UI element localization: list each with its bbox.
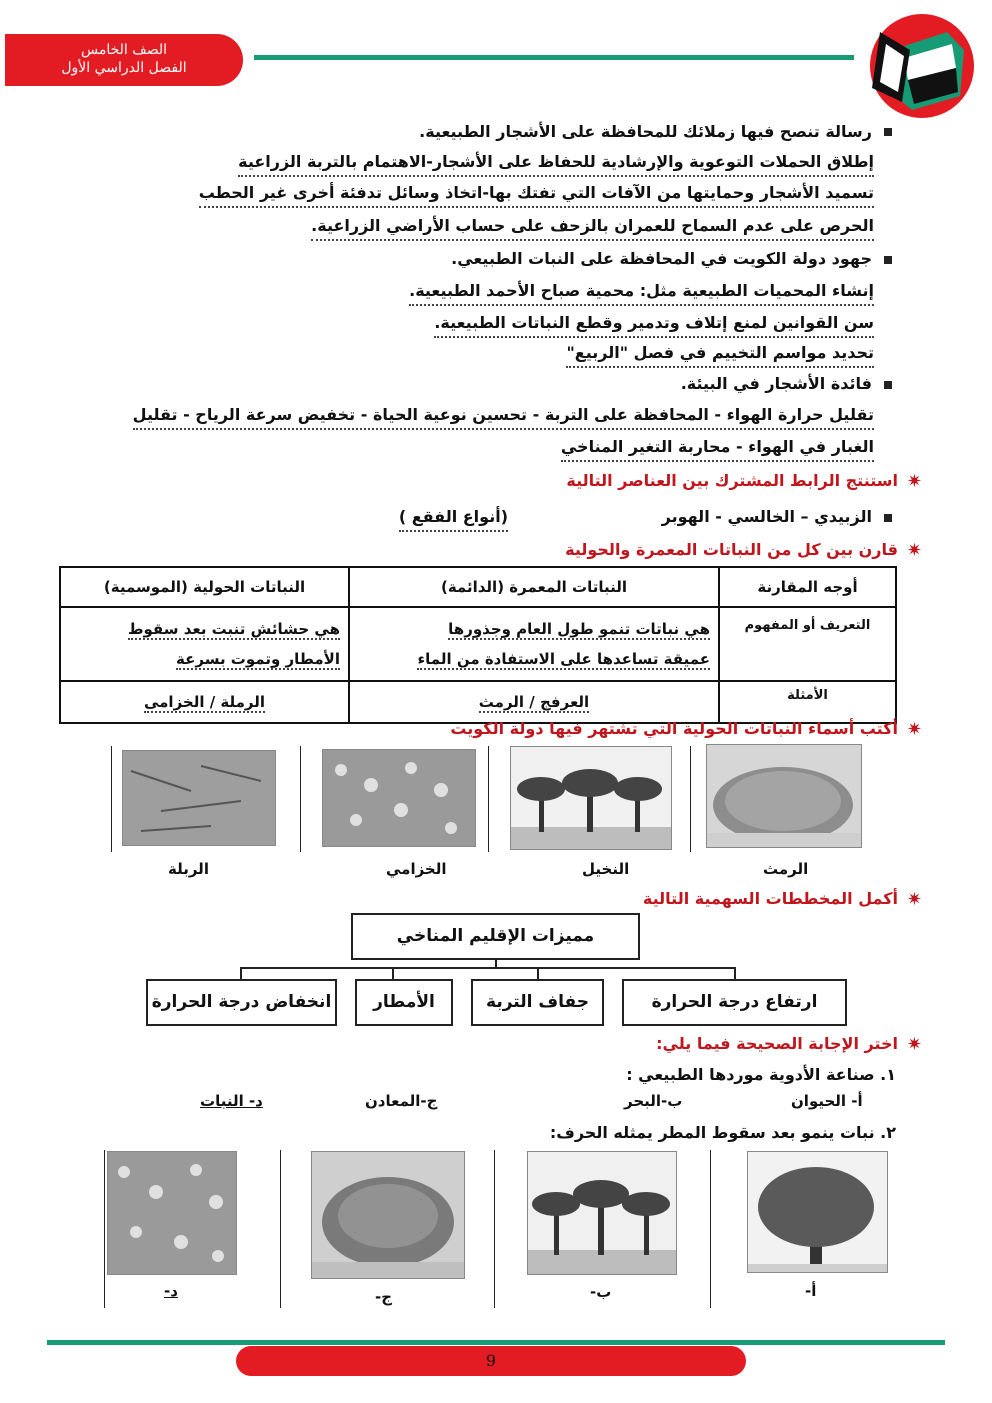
option-letter: ب- (590, 1283, 612, 1301)
option-letter: ج- (375, 1288, 393, 1306)
option-letter-correct: د- (164, 1282, 178, 1300)
table-cell (60, 681, 349, 723)
section-title: أكتب أسماء النباتات الحولية التي تشتهر فيها دولة الكويت (450, 719, 898, 738)
divider (300, 746, 301, 852)
answer-line: إنشاء المحميات الطبيعية مثل: محمية صباح الأحمد الطبيعية. (409, 278, 874, 306)
answer-line: الغبار في الهواء - محاربة التغير المناخي (561, 434, 874, 462)
term-label: الفصل الدراسي الأول (61, 60, 187, 76)
answer-line: إطلاق الحملات التوعوية والإرشادية للحفاظ على الأشجار-الاهتمام بالتربة الزراعية (238, 149, 874, 177)
bullet-icon (884, 128, 892, 136)
option-letter: أ- (805, 1282, 817, 1300)
flowchart-node: انخفاض درجة الحرارة (146, 979, 337, 1026)
star-icon: ✷ (906, 719, 922, 740)
lavender-image (322, 749, 476, 847)
answer-line: تحديد مواسم التخييم في فصل "الربيع" (566, 340, 874, 368)
divider (494, 1150, 495, 1308)
answer-line: تسميد الأشجار وحمايتها من الآفات التي تفتك بها-اتخاذ وسائل تدفئة أخرى غير الحطب (199, 180, 874, 208)
section-title: قارن بين كل من النباتات المعمرة والحولية (565, 540, 898, 559)
table-row-label: الأمثلة (719, 681, 896, 723)
cell-text: الرملة / الخزامى (143, 693, 266, 711)
flowchart-node: جفاف التربة (471, 979, 604, 1026)
answer-line: (أنواع الفقع ) (399, 504, 508, 532)
table-cell (60, 607, 349, 681)
footer-divider (47, 1340, 945, 1345)
divider (111, 746, 112, 852)
cell-text: هي نباتات تنمو طول العام وجذورها (448, 620, 710, 638)
option: ب-البحر (624, 1092, 683, 1110)
caption: الخزامي (386, 860, 447, 878)
header-divider (254, 55, 854, 60)
star-icon: ✷ (906, 1034, 922, 1055)
page-number: 9 (236, 1346, 746, 1376)
cell-text: العرفج / الرمث (478, 693, 590, 711)
star-icon: ✷ (906, 471, 922, 492)
flowchart-root: مميزات الإقليم المناخي (351, 913, 640, 960)
grade-label: الصف الخامس (80, 42, 168, 58)
question-letter-to-friends: رسالة تنصح فيها زملائك للمحافظة على الأشجار الطبيعية. (419, 122, 872, 141)
table-cell (349, 681, 719, 723)
section-title: استنتج الرابط المشترك بين العناصر التالية (566, 471, 898, 490)
header-badge (5, 34, 243, 86)
divider (104, 1150, 105, 1308)
section-title: اختر الإجابة الصحيحة فيما يلي: (656, 1034, 898, 1053)
table-cell (349, 607, 719, 681)
flowchart-node: ارتفاع درجة الحرارة (622, 979, 847, 1026)
bullet-icon (884, 514, 892, 522)
table-header: أوجه المقارنة (719, 567, 896, 607)
palm-trees-image (510, 746, 672, 850)
flowchart-node: الأمطار (355, 979, 453, 1026)
answer-line: سن القوانين لمنع إتلاف وتدمير وقطع النباتات الطبيعية. (434, 310, 874, 338)
question-tree-benefits: فائدة الأشجار في البيئة. (680, 374, 872, 393)
divider (280, 1150, 281, 1308)
option: ج-المعادن (365, 1092, 438, 1110)
section-title: أكمل المخططات السهمية التالية (642, 889, 898, 908)
connector (240, 967, 736, 969)
table-header: النباتات المعمرة (الدائمة) (349, 567, 719, 607)
truffle-names: الزبيدي – الخالسي - الهوبر (661, 507, 872, 526)
desert-shrub-image (311, 1151, 465, 1279)
caption: النخيل (582, 860, 630, 878)
palm-trees-image (527, 1151, 677, 1275)
bullet-icon (884, 256, 892, 264)
star-icon: ✷ (906, 889, 922, 910)
option-correct: د- النبات (200, 1092, 263, 1110)
question-kuwait-efforts: جهود دولة الكويت في المحافظة على النبات الطبيعي. (451, 249, 872, 268)
bullet-icon (884, 381, 892, 389)
question-rain-plant: ٢. نبات ينمو بعد سقوط المطر يمثله الحرف: (549, 1123, 896, 1142)
option: أ- الحيوان (791, 1092, 863, 1110)
cell-text: عميقة تساعدها على الاستفادة من الماء (417, 650, 710, 668)
comparison-table (59, 566, 897, 724)
divider (690, 746, 691, 852)
question-medicine: ١. صناعة الأدوية موردها الطبيعي : (626, 1065, 896, 1084)
divider (488, 746, 489, 852)
lavender-image (107, 1151, 237, 1275)
caption: الرمث (763, 860, 809, 878)
kuwait-map-logo (852, 10, 984, 122)
caption: الربلة (168, 860, 209, 878)
table-row-label: التعريف أو المفهوم (719, 607, 896, 681)
rabla-grass-image (122, 750, 276, 846)
table-header: النباتات الحولية (الموسمية) (60, 567, 349, 607)
star-icon: ✷ (906, 540, 922, 561)
tree-image (747, 1151, 888, 1273)
ramth-shrub-image (706, 744, 862, 848)
answer-line: تقليل حرارة الهواء - المحافظة على التربة - تحسين نوعية الحياة - تخفيض سرعة الرياح - تقليل (133, 402, 874, 430)
divider (710, 1150, 711, 1308)
answer-line: الحرص على عدم السماح للعمران بالزحف على حساب الأراضي الزراعية. (311, 213, 874, 241)
cell-text: هي حشائش تنبت بعد سقوط (127, 620, 340, 638)
cell-text: الأمطار وتموت بسرعة (176, 650, 340, 668)
